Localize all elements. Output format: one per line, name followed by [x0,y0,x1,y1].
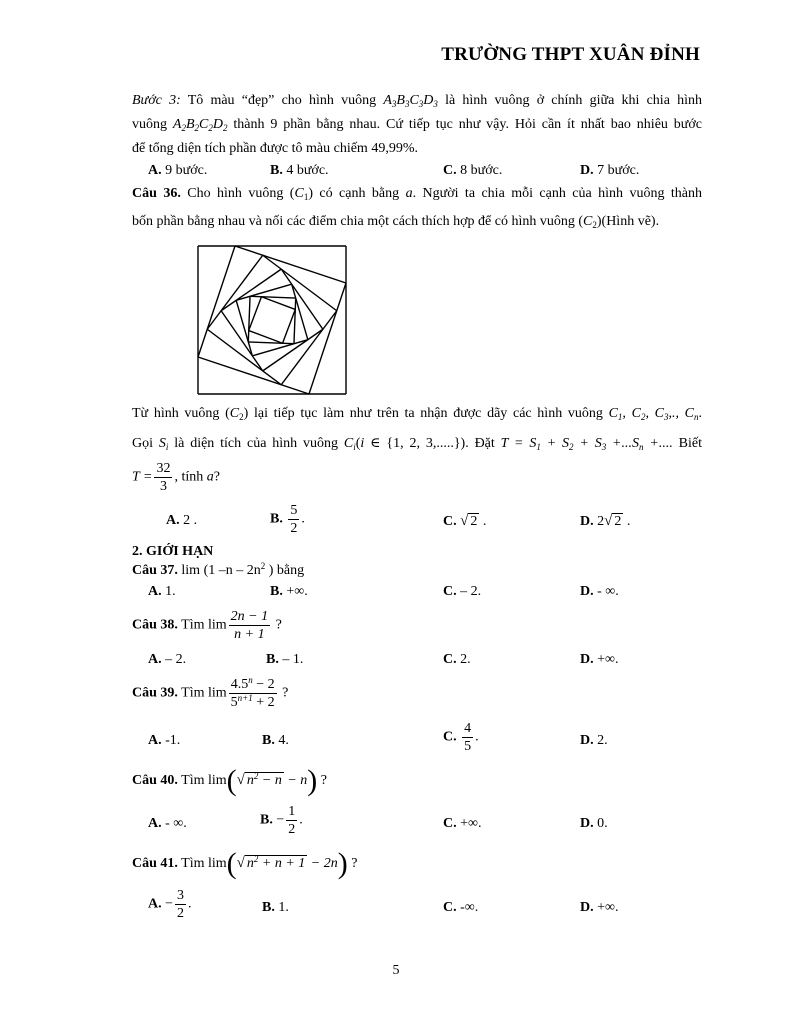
square-edge [207,255,263,329]
q39-option-d[interactable]: D. 2. [580,733,608,748]
q35-option-d[interactable]: D. 7 bước. [580,163,640,178]
q41-question: Câu 41. Tìm lim(√ $n^2 + n + 1 - 2n$) ? [132,846,358,880]
square-edge [235,246,346,283]
q35-option-b[interactable]: B. 4 bước. [270,163,329,178]
q39-question: Câu 39. Tìm lim $\frac{4.5^n - 2}{5^{n+1} + 2}$ ? [132,675,289,710]
square-edge [248,342,294,344]
q40-option-b[interactable]: B. − $\frac{1}{2}$ . [260,804,303,837]
q36-line-2: bốn phần bằng nhau và nối các điểm chia một cách thích hợp để có hình vuông $(C_2)(Hình$ vẽ). [132,214,660,230]
square-edge [249,297,262,331]
q38-option-c[interactable]: C. 2. [443,652,471,667]
q41-option-d[interactable]: D. +∞. [580,900,619,915]
square-edge [309,283,346,394]
q40-option-c[interactable]: C. +∞. [443,816,482,831]
q37-option-d[interactable]: D. - ∞. [580,584,619,599]
square-edge [249,331,283,344]
q40-option-a[interactable]: A. - ∞. [148,816,187,831]
q37-option-b[interactable]: B. +∞. [270,584,308,599]
q35-line-2: vuông $A_2B_2C_2D_2$ thành 9 phần bằng nhau. Cứ tiếp tục như vậy. Hỏi cần ít nhất bao nhiêu bước [132,117,703,133]
square-edge [283,309,296,343]
square-edge [261,297,295,310]
q40-question: Câu 40. Tìm lim(√ $n^2 - n - n$) ? [132,763,328,797]
q36-option-c[interactable]: C. √ 2 . [443,513,487,529]
q36-option-a[interactable]: A. 2 . [166,513,198,528]
q41-option-a[interactable]: A. − $\frac{3}{2}$ . [148,888,192,921]
q37-option-a[interactable]: A. 1. [148,584,176,599]
square-edge [250,296,296,298]
q36-option-b[interactable]: B. $\frac{5}{2}$ . [270,503,305,536]
square-edge [207,329,281,385]
q41-option-c[interactable]: C. -∞. [443,900,479,915]
square-a2b2c2d2: $A_2B_2C_2D_2$ [172,117,228,133]
square-edge [198,246,235,357]
square-edge [294,298,296,344]
square-edge [263,255,337,311]
q35-line-1: Bước 3: Tô màu “đẹp” cho hình vuông $A_3B_3C_3D_3$ là hình vuông ở chính giữa khi chia hình [132,93,702,109]
q38-question: Câu 38. Tìm lim $\frac{2n - 1}{n + 1}$ ? [132,609,282,642]
nested-squares-figure [192,240,352,400]
q36-given-t: T = $\frac{32}{3}$ , tính a? [132,461,220,494]
q37-question: Câu 37. lim (1 $-n - 2n^2$ ) bằng [132,561,305,578]
section-title: 2. GIỚI HẠN [132,544,214,559]
q35-step-label: Bước 3: [132,93,181,108]
q39-option-a[interactable]: A. -1. [148,733,181,748]
q36-label: Câu 36. [132,186,181,201]
q35-line-3: để tổng diện tích phần được tô màu chiếm 49,99%. [132,141,418,156]
q37-option-c[interactable]: C. – 2. [443,584,482,599]
q40-option-d[interactable]: D. 0. [580,816,608,831]
q39-option-b[interactable]: B. 4. [262,733,289,748]
q36-after-line-2: Gọi $S_i$ là diện tích của hình vuông $C_i(i$ ∈ {1, 2, 3,.....}). Đặt $T = S_1 + S_2 + S_3 +...S_n$ +.... Biết [132,436,703,452]
square-a3b3c3d3: $A_3B_3C_3D_3$ [383,93,438,109]
page-number: 5 [392,963,400,978]
q36-option-d[interactable]: D. 2√ 2 . [580,513,631,529]
q39-option-c[interactable]: C. $\frac{4}{5}$ . [443,721,479,754]
q41-option-b[interactable]: B. 1. [262,900,289,915]
q36-line-1: Câu 36. Cho hình vuông $(C_1)$ có cạnh bằng a. Người ta chia mỗi cạnh của hình vuông thành [132,186,703,202]
q38-option-d[interactable]: D. +∞. [580,652,619,667]
square-edge [198,357,309,394]
square-edge [281,311,337,385]
school-header: TRƯỜNG THPT XUÂN ĐỈNH [441,44,700,65]
q36-after-line-1: Từ hình vuông $(C_2)$ lại tiếp tục làm như trên ta nhận được dãy các hình vuông $C_1$, $C_2$, $C_3$,., $C_n$. [132,406,703,422]
q38-option-a[interactable]: A. – 2. [148,652,187,667]
q38-option-b[interactable]: B. – 1. [266,652,304,667]
q35-option-c[interactable]: C. 8 bước. [443,163,503,178]
q35-option-a[interactable]: A. 9 bước. [148,163,208,178]
square-edge [248,296,250,342]
